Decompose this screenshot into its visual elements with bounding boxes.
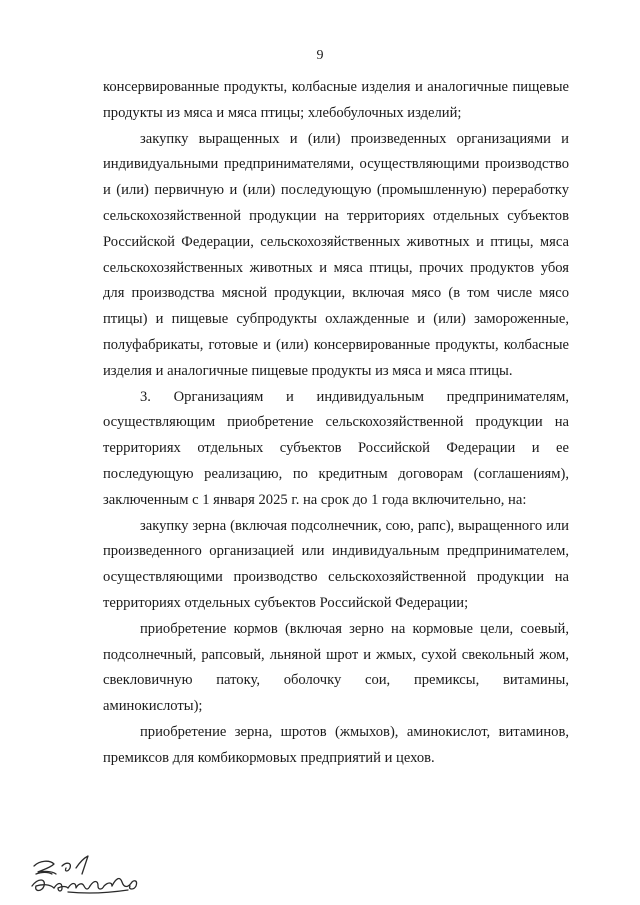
paragraph-5: приобретение кормов (включая зерно на кормовые цели, соевый, подсолнечный, рапсовый, льняной шрот и жмых, сухой свекольный жом, свекловичную патоку, оболочку сои, премиксы, витамины, аминокислоты); [103, 620, 569, 715]
paragraph-3: 3. Организациям и индивидуальным предпринимателям, осуществляющим приобретение сельскохозяйственной продукции на территориях отдельных субъектов Российской Федерации и ее последующую реализацию, по кредитным договорам (соглашениям), заключенным с 1 января 2025 г. на срок до 1 года включительно, на: [103, 388, 569, 508]
paragraph-1: консервированные продукты, колбасные изделия и аналогичные пищевые продукты из мяса и мяса птицы; хлебобулочных изделий; [103, 79, 569, 121]
document-body [103, 75, 569, 772]
signature-icon [28, 852, 148, 898]
paragraph-6: приобретение зерна, шротов (жмыхов), аминокислот, витаминов, премиксов для комбикормовых предприятий и цехов. [103, 723, 569, 766]
page-number: 9 [316, 48, 324, 63]
paragraph-4: закупку зерна (включая подсолнечник, сою, рапс), выращенного или произведенного организацией или индивидуальным предпринимателем, осуществляющими производство сельскохозяйственной продукции на территориях отдельных субъектов Российской Федерации; [103, 517, 569, 611]
paragraph-2: закупку выращенных и (или) произведенных организациями и индивидуальными предпринимателями, осуществляющими производство и (или) первичную и (или) последующую (промышленную) переработку сельскохозяйственной продукции на территориях отдельных субъектов Российской Федерации, сельскохозяйственных животных и птицы, мяса сельскохозяйственных животных и мяса птицы, прочих продуктов убоя для производства мясной продукции, включая мясо (в том числе мясо птицы) и пищевые субпродукты охлажденные и (или) замороженные, полуфабрикаты, готовые и (или) консервированные продукты, колбасные изделия и аналогичные пищевые продукты из мяса и мяса птицы. [103, 130, 569, 379]
